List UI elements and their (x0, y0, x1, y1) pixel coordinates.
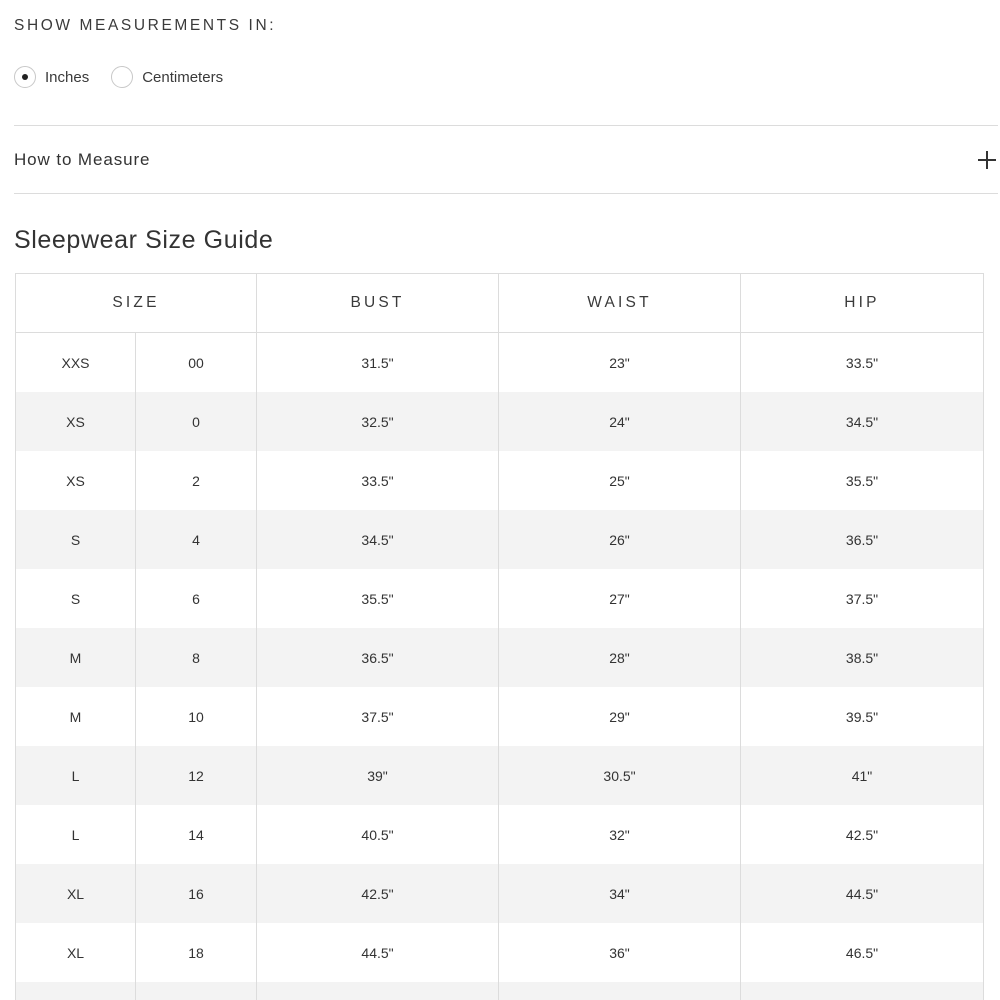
cell-number: 0 (136, 392, 257, 451)
cell-hip: 36.5" (741, 510, 984, 569)
cell-waist: 28" (499, 628, 741, 687)
cell-bust: 35.5" (257, 569, 499, 628)
centimeters-label: Centimeters (142, 68, 224, 86)
table-row (16, 510, 984, 569)
cell-letter: XXS (16, 333, 136, 393)
cell-number: 12 (136, 746, 257, 805)
cell-empty (16, 982, 136, 1000)
cell-empty (499, 982, 741, 1000)
header-bust: BUST (257, 274, 499, 333)
divider-bottom (14, 193, 998, 194)
cell-number: 00 (136, 333, 257, 393)
cell-waist: 25" (499, 451, 741, 510)
cell-waist: 24" (499, 392, 741, 451)
cell-bust: 39" (257, 746, 499, 805)
measurements-label: SHOW MEASUREMENTS IN: (14, 17, 277, 34)
table-header-row (16, 274, 984, 333)
cell-hip: 35.5" (741, 451, 984, 510)
cell-waist: 32" (499, 805, 741, 864)
table-row (16, 451, 984, 510)
cell-hip: 39.5" (741, 687, 984, 746)
cell-bust: 32.5" (257, 392, 499, 451)
cell-letter: XS (16, 451, 136, 510)
cell-letter: M (16, 687, 136, 746)
cell-number: 4 (136, 510, 257, 569)
cell-bust: 42.5" (257, 864, 499, 923)
cell-bust: 34.5" (257, 510, 499, 569)
plus-icon[interactable] (974, 147, 1000, 173)
table-row (16, 805, 984, 864)
header-hip: HIP (741, 274, 984, 333)
how-to-measure-toggle[interactable] (14, 127, 1000, 193)
cell-letter: L (16, 746, 136, 805)
cell-hip: 38.5" (741, 628, 984, 687)
table-row (16, 923, 984, 982)
cell-number: 10 (136, 687, 257, 746)
table-row (16, 628, 984, 687)
cell-bust: 40.5" (257, 805, 499, 864)
cell-hip: 46.5" (741, 923, 984, 982)
cell-letter: XL (16, 864, 136, 923)
cell-hip: 44.5" (741, 864, 984, 923)
cell-letter: S (16, 569, 136, 628)
cell-number: 14 (136, 805, 257, 864)
cell-bust: 37.5" (257, 687, 499, 746)
cell-empty (136, 982, 257, 1000)
cell-hip: 33.5" (741, 333, 984, 393)
centimeters-option[interactable] (111, 66, 223, 88)
cell-letter: XL (16, 923, 136, 982)
cell-waist: 26" (499, 510, 741, 569)
cell-waist: 27" (499, 569, 741, 628)
inches-radio[interactable] (14, 66, 36, 88)
cell-number: 16 (136, 864, 257, 923)
inches-label: Inches (45, 68, 90, 86)
cell-number: 8 (136, 628, 257, 687)
cell-bust: 33.5" (257, 451, 499, 510)
cell-hip: 42.5" (741, 805, 984, 864)
cell-hip: 37.5" (741, 569, 984, 628)
cell-waist: 29" (499, 687, 741, 746)
unit-radio-group (14, 66, 245, 88)
cell-number: 6 (136, 569, 257, 628)
header-waist: WAIST (499, 274, 741, 333)
table-row (16, 569, 984, 628)
cell-bust: 36.5" (257, 628, 499, 687)
cell-letter: XS (16, 392, 136, 451)
table-body (16, 333, 984, 1000)
guide-title: Sleepwear Size Guide (14, 226, 274, 254)
cell-waist: 34" (499, 864, 741, 923)
cell-hip: 41" (741, 746, 984, 805)
divider-top (14, 125, 998, 126)
centimeters-radio[interactable] (111, 66, 133, 88)
size-table (15, 273, 984, 1000)
cell-empty (741, 982, 984, 1000)
how-to-measure-label: How to Measure (14, 150, 151, 169)
table-row (16, 746, 984, 805)
cell-letter: L (16, 805, 136, 864)
cell-waist: 30.5" (499, 746, 741, 805)
table-row (16, 864, 984, 923)
cell-waist: 23" (499, 333, 741, 393)
cell-number: 2 (136, 451, 257, 510)
cell-bust: 31.5" (257, 333, 499, 393)
header-size: SIZE (16, 274, 257, 333)
cell-waist: 36" (499, 923, 741, 982)
table-row-partial (16, 982, 984, 1000)
cell-number: 18 (136, 923, 257, 982)
cell-letter: S (16, 510, 136, 569)
inches-option[interactable] (14, 66, 89, 88)
cell-letter: M (16, 628, 136, 687)
table-row (16, 687, 984, 746)
table-row (16, 333, 984, 393)
table-row (16, 392, 984, 451)
radio-selected-dot (22, 74, 28, 80)
cell-hip: 34.5" (741, 392, 984, 451)
cell-bust: 44.5" (257, 923, 499, 982)
cell-empty (257, 982, 499, 1000)
